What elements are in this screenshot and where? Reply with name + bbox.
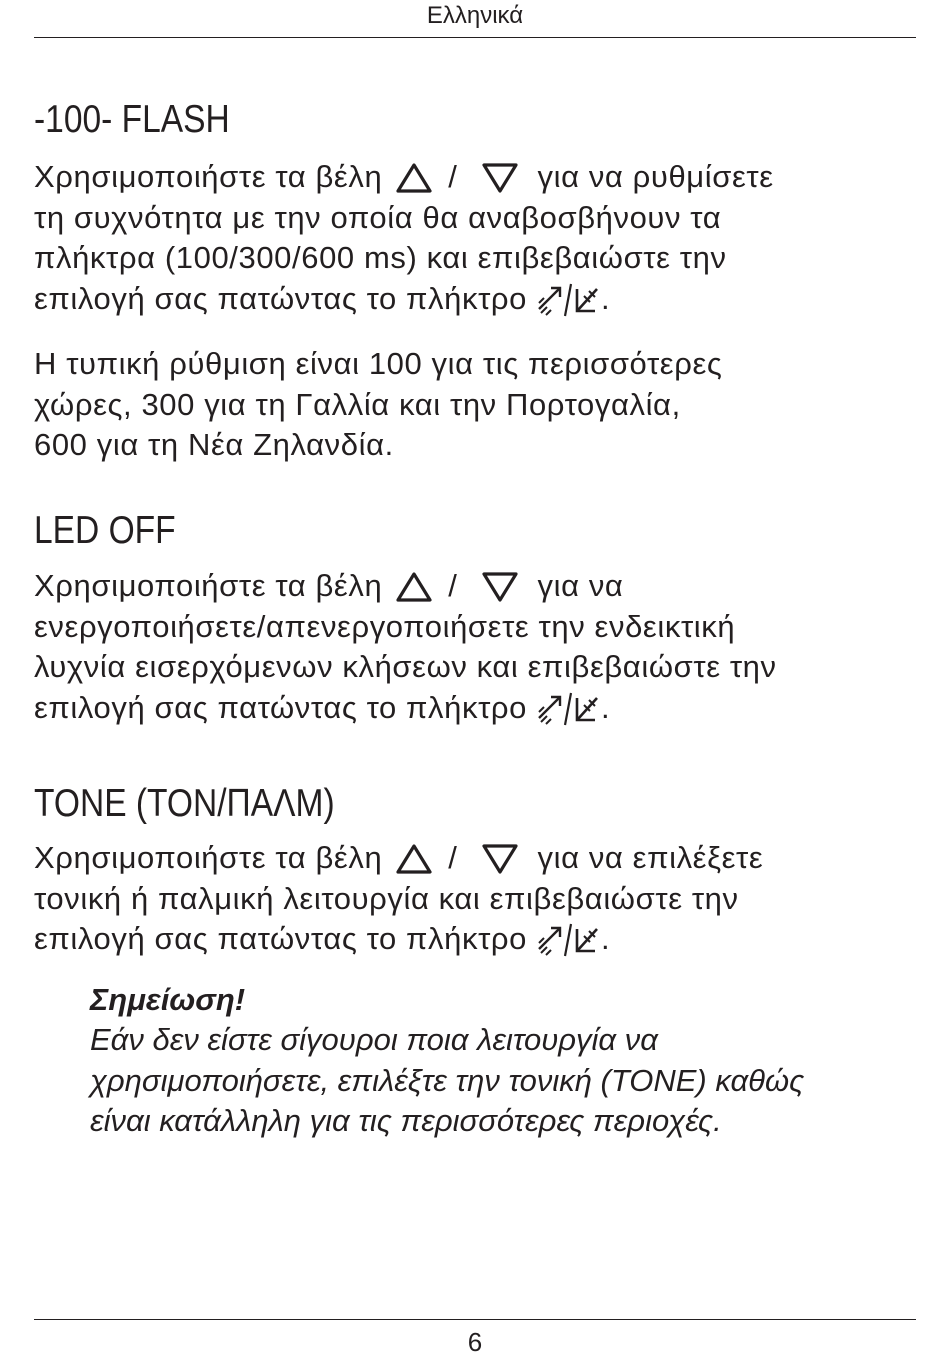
flash-line-4: [34, 279, 774, 320]
led-off-line-4-end: .: [601, 689, 611, 725]
tone-line-3-end: .: [601, 921, 611, 957]
note-line-3: είναι κατάλληλη για τις περισσότερες περιοχές.: [90, 1103, 722, 1139]
ok-key-icon: [537, 283, 601, 317]
note-body: [90, 1020, 804, 1142]
flash-instructions: [34, 157, 774, 319]
flash-default-line-1: Η τυπική ρύθμιση είναι 100 για τις περισσότερες: [34, 346, 723, 381]
header-divider: [34, 37, 916, 38]
ok-key-icon: [537, 923, 601, 957]
flash-default-note: [34, 344, 722, 466]
tone-instructions: [34, 838, 763, 960]
down-arrow-outline-icon: [482, 844, 518, 874]
tone-line-1-start: Χρησιμοποιήστε τα βέλη: [34, 840, 383, 875]
up-arrow-outline-icon: [396, 844, 432, 874]
down-arrow-outline-icon: [482, 163, 518, 193]
flash-default-line-3: 600 για τη Νέα Ζηλανδία.: [34, 427, 394, 463]
led-off-line-1-end: για να: [537, 568, 624, 603]
led-off-instructions: [34, 566, 777, 728]
led-off-line-3: λυχνία εισερχόμενων κλήσεων και επιβεβαιώστε την: [34, 649, 777, 685]
tone-line-3: [34, 919, 763, 960]
tone-line-1-end: για να επιλέξετε: [537, 840, 764, 875]
led-off-line-4-start: επιλογή σας πατώντας το πλήκτρο: [34, 689, 527, 725]
note-title: Σημείωση!: [90, 982, 246, 1017]
tone-section-title: TONE (ΤΟΝ/ΠΑΛΜ): [34, 782, 335, 825]
flash-section-title: -100- FLASH: [34, 98, 230, 141]
tone-line-1: [34, 838, 763, 879]
flash-line-4-start: επιλογή σας πατώντας το πλήκτρο: [34, 280, 527, 316]
flash-line-4-end: .: [601, 280, 611, 316]
led-off-separator: /: [448, 568, 458, 603]
up-arrow-outline-icon: [396, 572, 432, 602]
note-line-2: χρησιμοποιήσετε, επιλέξτε την τονική (TONE) καθώς: [90, 1062, 805, 1098]
footer-divider: [34, 1319, 916, 1320]
flash-separator: /: [448, 159, 458, 194]
led-off-section-title: LED OFF: [34, 509, 176, 552]
led-off-line-4: [34, 688, 777, 729]
flash-line-2: τη συχνότητα με την οποία θα αναβοσβήνουν τα: [34, 199, 722, 235]
led-off-line-2: ενεργοποιήσετε/απενεργοποιήσετε την ενδεικτική: [34, 608, 736, 644]
tone-separator: /: [448, 840, 458, 875]
language-header: Ελληνικά: [426, 2, 524, 29]
flash-line-3: πλήκτρα (100/300/600 ms) και επιβεβαιώστε την: [34, 240, 727, 276]
up-arrow-outline-icon: [396, 163, 432, 193]
led-off-line-1-start: Χρησιμοποιήστε τα βέλη: [34, 568, 383, 603]
page-number: 6: [467, 1327, 483, 1357]
flash-line-1-start: Χρησιμοποιήστε τα βέλη: [34, 159, 383, 194]
down-arrow-outline-icon: [482, 572, 518, 602]
flash-line-1-end: για να ρυθμίσετε: [537, 159, 774, 194]
tone-line-3-start: επιλογή σας πατώντας το πλήκτρο: [34, 921, 527, 957]
led-off-line-1: [34, 566, 777, 607]
note-line-1: Εάν δεν είστε σίγουροι ποια λειτουργία να: [90, 1022, 658, 1057]
tone-line-2: τονική ή παλμική λειτουργία και επιβεβαιώστε την: [34, 880, 739, 916]
ok-key-icon: [537, 692, 601, 726]
flash-default-line-2: χώρες, 300 για τη Γαλλία και την Πορτογαλία,: [34, 386, 681, 422]
flash-line-1: [34, 157, 774, 198]
